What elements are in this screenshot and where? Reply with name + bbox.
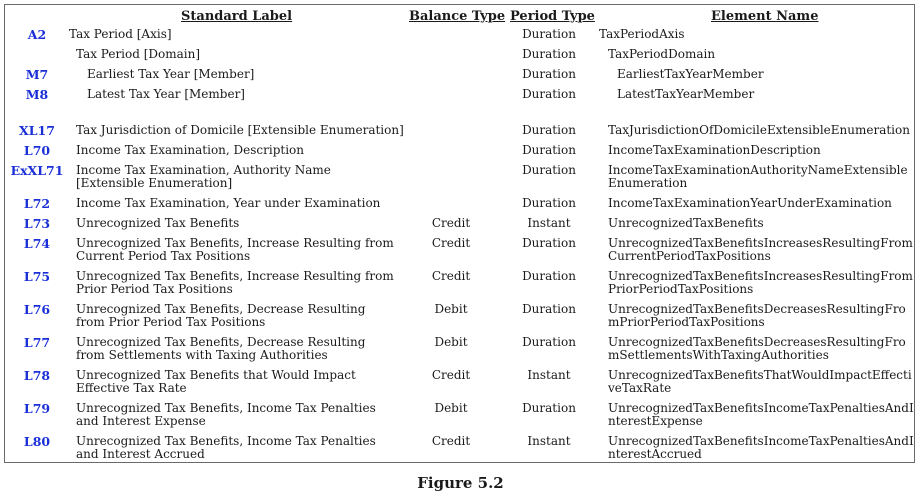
row-code: L80 [23,434,51,449]
row-period-type: Duration [522,269,576,283]
row-label: Unrecognized Tax Benefits, Decrease Resulting from Settlements with Taxing Authorities [76,335,366,362]
figure-caption: Figure 5.2 [417,474,504,492]
row-element-name: UnrecognizedTaxBenefitsIncreasesResultingFromCurrentPeriodTaxPositions [608,236,913,263]
row-label: Unrecognized Tax Benefits that Would Impact Effective Tax Rate [76,368,356,395]
row-element-name: IncomeTaxExaminationAuthorityNameExtensibleEnumeration [608,163,908,190]
row-period-type: Duration [522,87,576,101]
row-label: Unrecognized Tax Benefits, Increase Resulting from Current Period Tax Positions [76,236,394,263]
row-code: L70 [23,143,51,158]
row-period-type: Duration [522,302,576,316]
row-label: Latest Tax Year [Member] [87,87,245,101]
row-code: XL17 [19,123,55,138]
row-label: Income Tax Examination, Description [76,143,305,157]
row-period-type: Duration [522,335,576,349]
row-balance-type: Credit [431,236,471,250]
row-element-name: IncomeTaxExaminationDescription [608,143,821,157]
row-period-type: Duration [522,143,576,157]
row-code: L78 [23,368,51,383]
row-code: L79 [23,401,51,416]
row-code: ExXL71 [10,163,64,178]
row-code: L72 [23,196,51,211]
row-element-name: UnrecognizedTaxBenefitsIncomeTaxPenaltiesAndInterestExpense [608,401,914,428]
row-element-name: UnrecognizedTaxBenefitsThatWouldImpactEffectiveTaxRate [608,368,912,395]
row-period-type: Duration [522,401,576,415]
row-period-type: Duration [522,27,576,41]
row-element-name: UnrecognizedTaxBenefitsDecreasesResultingFromSettlementsWithTaxingAuthorities [608,335,906,362]
row-balance-type: Debit [434,302,468,316]
row-element-name: TaxPeriodAxis [599,27,685,41]
row-label: Unrecognized Tax Benefits, Increase Resulting from Prior Period Tax Positions [76,269,394,296]
row-element-name: UnrecognizedTaxBenefitsDecreasesResultingFromPriorPeriodTaxPositions [608,302,906,329]
row-element-name: LatestTaxYearMember [617,87,755,101]
row-code: A2 [27,27,47,42]
row-period-type: Instant [527,216,571,230]
row-label: Unrecognized Tax Benefits, Income Tax Penalties and Interest Expense [76,401,376,428]
row-label: Earliest Tax Year [Member] [87,67,255,81]
row-label: Tax Period [Domain] [76,47,201,61]
row-balance-type: Credit [431,368,471,382]
row-element-name: EarliestTaxYearMember [617,67,764,81]
row-code: L74 [23,236,51,251]
row-balance-type: Credit [431,434,471,448]
row-element-name: IncomeTaxExaminationYearUnderExamination [608,196,892,210]
row-label: Tax Period [Axis] [69,27,172,41]
row-period-type: Duration [522,123,576,137]
header-period-type: Period Type [510,9,595,24]
row-label: Unrecognized Tax Benefits, Income Tax Penalties and Interest Accrued [76,434,376,461]
row-balance-type: Debit [434,335,468,349]
row-balance-type: Credit [431,269,471,283]
row-period-type: Duration [522,47,576,61]
row-period-type: Instant [527,434,571,448]
row-code: L77 [23,335,51,350]
element-table [4,4,915,463]
row-code: L73 [23,216,51,231]
row-element-name: TaxPeriodDomain [608,47,716,61]
row-balance-type: Credit [431,216,471,230]
row-label: Tax Jurisdiction of Domicile [Extensible Enumeration] [76,123,404,137]
header-element-name: Element Name [711,9,819,24]
row-balance-type: Debit [434,401,468,415]
row-label: Unrecognized Tax Benefits, Decrease Resulting from Prior Period Tax Positions [76,302,366,329]
row-period-type: Duration [522,163,576,177]
row-period-type: Duration [522,196,576,210]
row-period-type: Instant [527,368,571,382]
header-standard-label: Standard Label [181,9,293,24]
row-period-type: Duration [522,67,576,81]
row-code: M7 [25,67,49,82]
row-label: Unrecognized Tax Benefits [76,216,240,230]
row-period-type: Duration [522,236,576,250]
row-label: Income Tax Examination, Year under Examination [76,196,381,210]
row-element-name: UnrecognizedTaxBenefitsIncomeTaxPenaltiesAndInterestAccrued [608,434,914,461]
row-code: L75 [23,269,51,284]
row-label: Income Tax Examination, Authority Name [Extensible Enumeration] [76,163,331,190]
row-element-name: UnrecognizedTaxBenefitsIncreasesResultingFromPriorPeriodTaxPositions [608,269,913,296]
row-code: M8 [25,87,49,102]
row-element-name: TaxJurisdictionOfDomicileExtensibleEnumeration [608,123,910,137]
header-balance-type: Balance Type [409,9,506,24]
row-code: L76 [23,302,51,317]
row-element-name: UnrecognizedTaxBenefits [608,216,764,230]
